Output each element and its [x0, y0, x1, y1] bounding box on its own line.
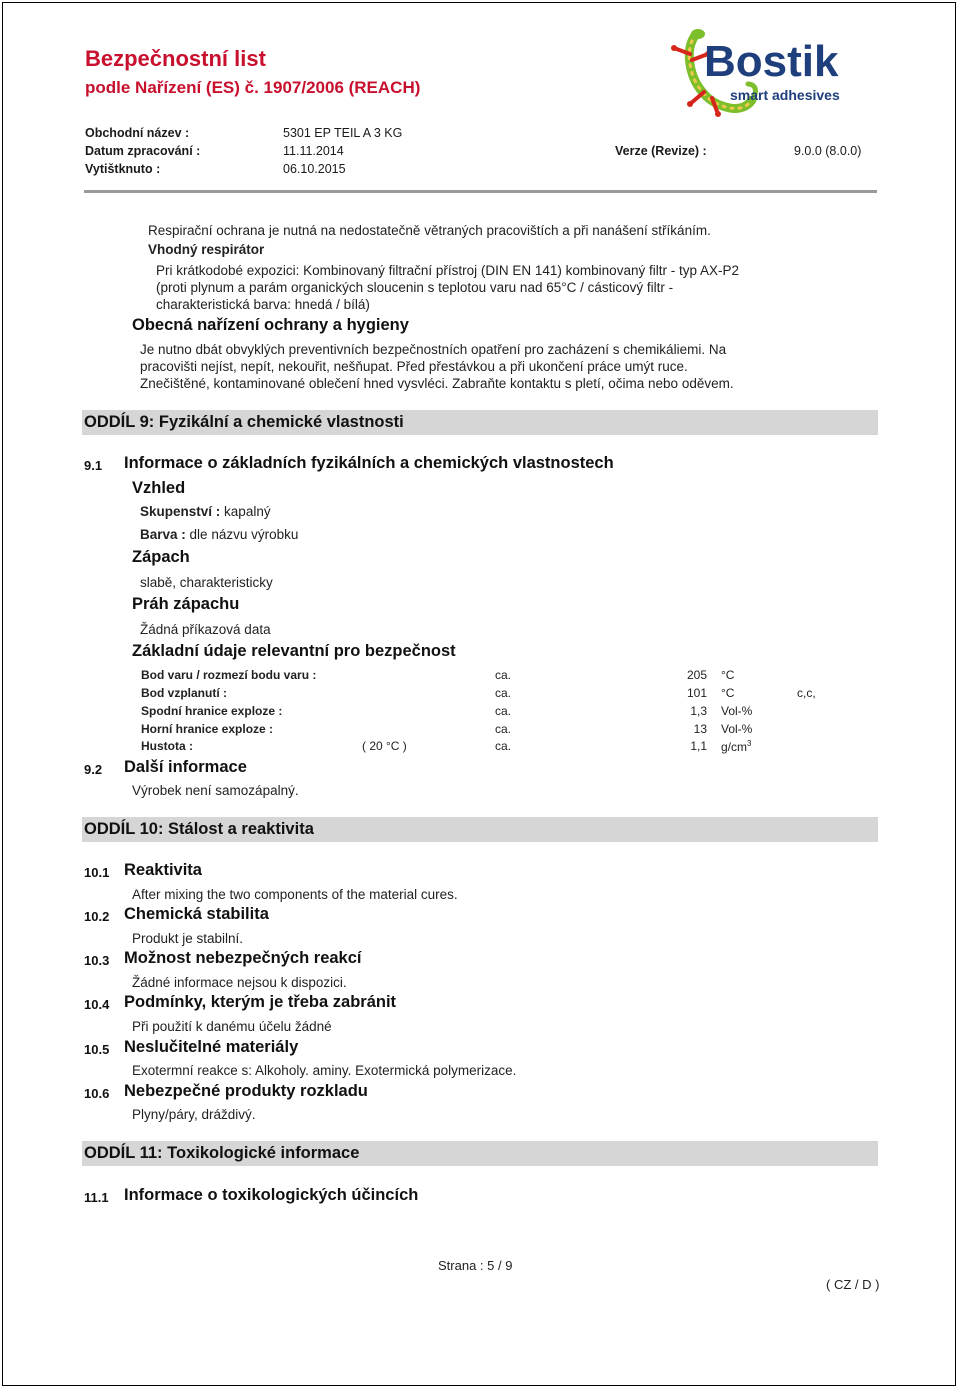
locale-code: ( CZ / D ): [826, 1277, 880, 1292]
subsection-title: Informace o základních fyzikálních a chemických vlastnostech: [124, 454, 614, 472]
appearance-heading: Vzhled: [132, 479, 186, 497]
version-value: 9.0.0 (8.0.0): [794, 144, 862, 158]
color-label: Barva :: [140, 527, 186, 542]
respirator-heading: Vhodný respirátor: [148, 242, 265, 257]
property-label: Horní hranice exploze :: [141, 722, 274, 736]
subsection-title: Možnost nebezpečných reakcí: [124, 949, 362, 967]
property-unit-sup: 3: [747, 739, 752, 748]
subsection-text: Exotermní reakce s: Alkoholy. aminy. Exotermická polymerizace.: [132, 1063, 517, 1078]
property-approx: ca.: [495, 686, 512, 700]
subsection-text: Žádné informace nejsou k dispozici.: [132, 975, 347, 990]
property-unit: [721, 739, 751, 754]
odour-heading: Zápach: [132, 548, 190, 566]
property-unit: Vol-%: [721, 704, 753, 718]
subsection-number: 9.1: [84, 458, 103, 473]
subsection-title: Informace o toxikologických účincích: [124, 1186, 419, 1204]
bostik-logo: [660, 26, 870, 121]
date-label: Datum zpracování :: [85, 144, 201, 158]
page-number: Strana : 5 / 9: [438, 1258, 513, 1273]
section-11-title: ODDÍL 11: Toxikologické informace: [84, 1144, 360, 1162]
property-label: Spodní hranice exploze :: [141, 704, 283, 718]
respiratory-text: Respirační ochrana je nutná na nedostatečně větraných pracovištích a při nanášení stříkáním.: [148, 223, 711, 238]
printed-value: 06.10.2015: [283, 162, 346, 176]
logo-brand: Bostik: [704, 37, 839, 86]
property-value: 1,3: [690, 704, 707, 718]
hygiene-line-2: pracovišti nejíst, nepít, nekouřit, nešňupat. Před přestávkou a při ukončení práce umýt ruce.: [140, 359, 688, 374]
subsection-title: Nebezpečné produkty rozkladu: [124, 1082, 368, 1100]
property-approx: ca.: [495, 739, 512, 753]
subsection-title: Neslučitelné materiály: [124, 1038, 299, 1056]
hygiene-heading: Obecná nařízení ochrany a hygieny: [132, 316, 409, 334]
property-value: 13: [693, 722, 707, 736]
header-divider: [84, 190, 877, 193]
section-11-header: [82, 1141, 878, 1166]
state-row: [140, 503, 271, 520]
trade-name-value: 5301 EP TEIL A 3 KG: [283, 126, 403, 140]
subsection-text: After mixing the two components of the material cures.: [132, 887, 458, 902]
subsection-text: Při použití k danému účelu žádné: [132, 1019, 332, 1034]
gecko-icon: [660, 26, 870, 121]
state-label: Skupenství :: [140, 504, 221, 519]
property-unit-base: g/cm: [721, 740, 748, 754]
section-9-header: [82, 410, 878, 435]
section-10-header: [82, 817, 878, 842]
subsection-text: Plyny/páry, dráždivý.: [132, 1107, 256, 1122]
property-approx: ca.: [495, 704, 512, 718]
subsection-text: Produkt je stabilní.: [132, 931, 244, 946]
subsection-number: 10.6: [84, 1086, 110, 1101]
respirator-desc-3: charakteristická barva: hnedá / bílá): [156, 297, 370, 312]
section-9-title: ODDÍL 9: Fyzikální a chemické vlastnosti: [84, 413, 404, 431]
hygiene-line-1: Je nutno dbát obvyklých preventivních bezpečnostních opatření pro zacházení s chemikáliemi. Na: [140, 342, 727, 357]
further-info-text: Výrobek není samozápalný.: [132, 783, 299, 798]
hygiene-line-3: Znečištěné, kontaminované oblečení hned vysvléci. Zabraňte kontaktu s pletí, očima nebo oděvem.: [140, 376, 734, 391]
odour-threshold-value: Žádná příkazová data: [140, 622, 271, 637]
property-approx: ca.: [495, 722, 512, 736]
subsection-title: Reaktivita: [124, 861, 202, 879]
subsection-number: 10.2: [84, 909, 110, 924]
subsection-number: 10.3: [84, 953, 110, 968]
property-label: Hustota :: [141, 739, 193, 753]
property-value: 205: [686, 668, 707, 682]
odour-threshold-heading: Práh zápachu: [132, 595, 240, 613]
subsection-number: 10.4: [84, 997, 110, 1012]
date-value: 11.11.2014: [283, 144, 344, 158]
property-unit: °C: [721, 668, 735, 682]
color-value: dle názvu výrobku: [189, 527, 299, 542]
section-10-title: ODDÍL 10: Stálost a reaktivita: [84, 820, 314, 838]
property-unit: Vol-%: [721, 722, 753, 736]
document-subtitle: podle Nařízení (ES) č. 1907/2006 (REACH): [85, 78, 421, 97]
property-condition: ( 20 °C ): [362, 739, 407, 753]
property-label: Bod vzplanutí :: [141, 686, 227, 700]
trade-name-label: Obchodní název :: [85, 126, 190, 140]
subsection-number: 10.5: [84, 1042, 110, 1057]
version-label: Verze (Revize) :: [615, 144, 707, 158]
respirator-desc-1: Pri krátkodobé expozici: Kombinovaný filtrační přístroj (DIN EN 141) kombinovaný filtr - typ AX-P2: [156, 263, 739, 278]
subsection-title: Chemická stabilita: [124, 905, 269, 923]
subsection-number: 11.1: [84, 1190, 109, 1205]
property-approx: ca.: [495, 668, 512, 682]
document-title: Bezpečnostní list: [85, 46, 266, 71]
property-value: 101: [686, 686, 707, 700]
subsection-title: Podmínky, kterým je třeba zabránit: [124, 993, 397, 1011]
color-row: [140, 526, 298, 543]
state-value: kapalný: [224, 504, 271, 519]
property-note: c,c,: [797, 686, 816, 700]
property-label: Bod varu / rozmezí bodu varu :: [141, 668, 317, 682]
subsection-number: 9.2: [84, 762, 103, 777]
printed-label: Vytištknuto :: [85, 162, 161, 176]
respirator-desc-2: (proti plynum a parám organických sloucenin s teplotou varu nad 65°C / cásticový filtr -: [156, 280, 674, 295]
safety-data-heading: Základní údaje relevantní pro bezpečnost: [132, 642, 456, 660]
odour-value: slabě, charakteristicky: [140, 575, 273, 590]
property-unit: °C: [721, 686, 735, 700]
logo-tagline: smart adhesives: [730, 87, 840, 103]
property-value: 1,1: [690, 739, 707, 753]
subsection-title: Další informace: [124, 758, 247, 776]
subsection-number: 10.1: [84, 865, 110, 880]
